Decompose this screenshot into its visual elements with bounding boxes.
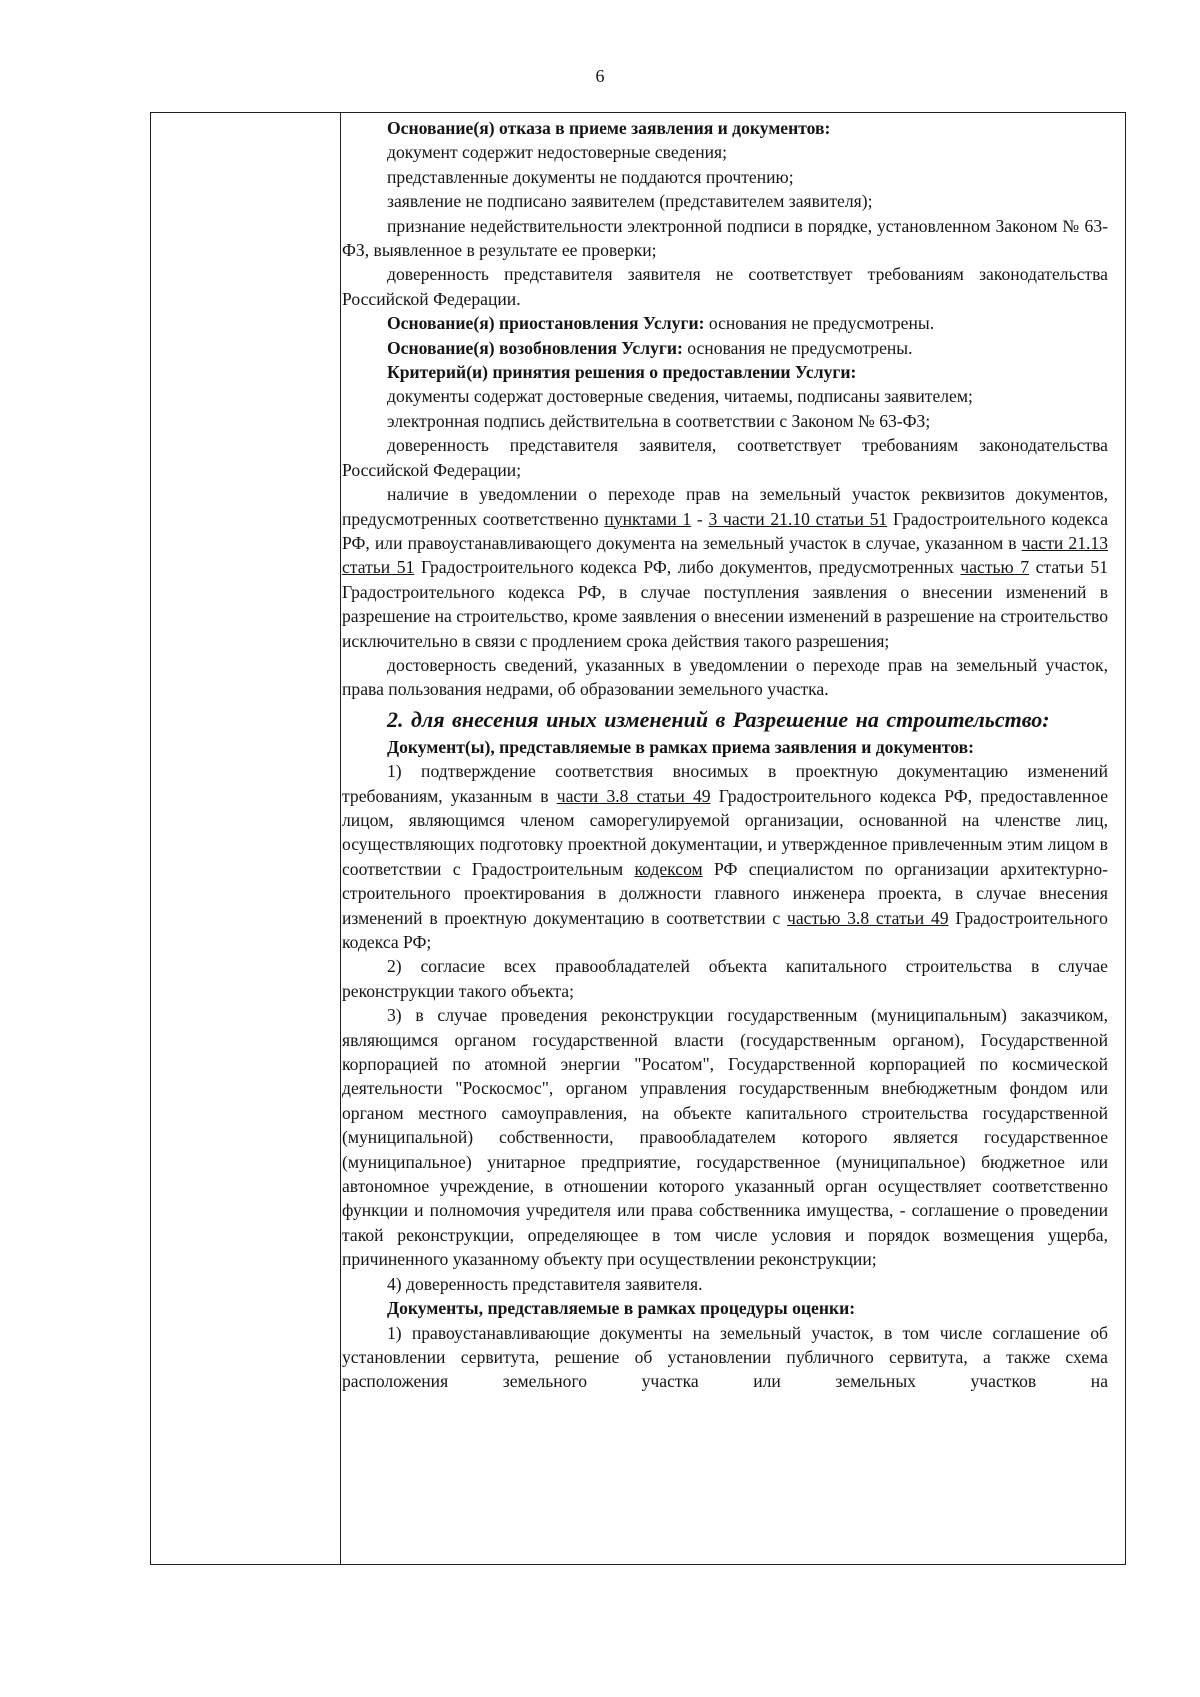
text-run: Градостроительного кодекса РФ;: [342, 907, 1108, 952]
text-run: 4) доверенность представителя заявителя.: [387, 1273, 703, 1294]
text-run: заявление не подписано заявителем (представителем заявителя);: [387, 191, 873, 212]
paragraph: [342, 1321, 1108, 1394]
page-number: 6: [595, 66, 605, 86]
text-run: 1) подтверждение соответствия вносимых в проектную документацию изменений требованиям, указанным в: [342, 761, 1108, 806]
text-run: представленные документы не поддаются прочтению;: [387, 166, 794, 187]
text-run: Основание(я) отказа в приеме заявления и документов:: [387, 118, 831, 138]
paragraph: [342, 384, 1108, 408]
text-run: Документ(ы), представляемые в рамках приема заявления и документов:: [387, 736, 974, 757]
paragraph: [342, 1272, 1108, 1296]
text-run: доверенность представителя заявителя не соответствует требованиям законодательства Российской Федерации.: [342, 264, 1108, 309]
text-run: 2. для внесения иных изменений в Разрешение на строительство:: [387, 706, 1050, 732]
text-run: РФ специалистом по организации архитектурно-строительного проектирования в должности главного инженера проекта, в случае внесения изменений в проектную документацию в соответствии с: [342, 858, 1108, 928]
paragraph: [342, 1296, 1108, 1320]
text-run: Градостроительного кодекса РФ, либо документов, предусмотренных: [414, 557, 961, 578]
text-run: 1) правоустанавливающие документы на земельный участок, в том числе соглашение об установлении сервитута, решение об установлении публичного сервитута, а также схема расположения земельного участка или земельных участков на: [342, 1322, 1108, 1392]
text-run: основания не предусмотрены.: [682, 337, 913, 358]
law-reference-link: части 21.13 статьи 51: [342, 532, 1108, 578]
paragraph: [342, 189, 1108, 213]
text-run: электронная подпись действительна в соответствии с Законом № 63-ФЗ;: [387, 410, 931, 431]
paragraph: [342, 116, 1108, 140]
text-run: статьи 51 Градостроительного кодекса РФ, в случае поступления заявления о внесении изменений в разрешение на строительство, кроме заявления о внесении изменений в разрешение на строительство исключительно в связи с продлением срока действия такого разрешения;: [342, 557, 1108, 651]
paragraph: [342, 214, 1108, 263]
section-heading: [342, 705, 1108, 735]
paragraph: [342, 262, 1108, 311]
text-run: Градостроительного кодекса РФ, или правоустанавливающего документа на земельный участок в случае, указанном в: [342, 508, 1109, 553]
table-left-column: [151, 113, 341, 1564]
table-right-column: [342, 116, 1108, 1394]
paragraph: [342, 360, 1108, 384]
text-run: Критерий(и) принятия решения о предоставлении Услуги:: [387, 362, 857, 383]
law-reference-link: кодексом: [634, 858, 703, 879]
paragraph: [342, 409, 1108, 433]
law-reference-link: частью 3.8 статьи 49: [787, 907, 949, 928]
paragraph: [342, 336, 1108, 360]
text-run: достоверность сведений, указанных в уведомлении о переходе прав на земельный участок, права пользования недрами, об образовании земельного участка.: [342, 654, 1108, 700]
text-run: Документы, представляемые в рамках процедуры оценки:: [387, 1298, 856, 1319]
paragraph: [342, 735, 1108, 759]
paragraph: [342, 1003, 1108, 1271]
law-reference-link: 3 части 21.10 статьи 51: [708, 508, 888, 529]
text-run: признание недействительности электронной подписи в порядке, установленном Законом № 63-ФЗ, выявленное в результате ее проверки;: [342, 215, 1108, 261]
text-run: документы содержат достоверные сведения, читаемы, подписаны заявителем;: [387, 386, 973, 407]
text-run: 2) согласие всех правообладателей объекта капитального строительства в случае реконструкции такого объекта;: [342, 956, 1108, 1001]
paragraph: [342, 954, 1108, 1003]
law-reference-link: части 3.8 статьи 49: [556, 785, 711, 806]
text-run: Градостроительного кодекса РФ, предоставленное лицом, являющимся членом саморегулируемой организации, основанной на членстве лиц, осуществляющих подготовку проектной документации, и утвержденное привлеченным этим лицом в соответствии с Градостроительным: [342, 785, 1109, 879]
text-run: основания не предусмотрены.: [704, 313, 935, 334]
paragraph: [342, 759, 1108, 954]
paragraph: [342, 433, 1108, 482]
text-run: -: [691, 508, 709, 529]
text-run: 3) в случае проведения реконструкции государственным (муниципальным) заказчиком, являющимся органом государственной власти (государственным органом), Государственной корпорацией по атомной энергии "Росатом", Государственной корпорацией по космической деятельности "Роскосмос", органом управления государственным внебюджетным фондом или органом местного самоуправления, на объекте капитального строительства государственной (муниципальной) собственности, правообладателем которого является государственное (муниципальное) унитарное предприятие, государственное (муниципальное) бюджетное или автономное учреждение, в отношении которого указанный орган осуществляет соответственно функции и полномочия учредителя или права собственника имущества, - соглашение о проведении такой реконструкции, определяющее в том числе условия и порядок возмещения ущерба, причиненного указанному объекту при осуществлении реконструкции;: [342, 1005, 1108, 1270]
text-run: Основание(я) приостановления Услуги:: [387, 313, 705, 334]
content-table: [150, 112, 1126, 1565]
paragraph: [342, 140, 1108, 164]
text-run: Основание(я) возобновления Услуги:: [387, 337, 683, 358]
paragraph: [342, 482, 1108, 653]
text-run: доверенность представителя заявителя, соответствует требованиям законодательства Российской Федерации;: [342, 435, 1108, 480]
paragraph: [342, 653, 1108, 702]
paragraph: [342, 311, 1108, 335]
law-reference-link: частью 7: [960, 557, 1030, 578]
text-run: документ содержит недостоверные сведения;: [387, 142, 728, 163]
law-reference-link: пунктами 1: [604, 508, 692, 529]
paragraph: [342, 165, 1108, 189]
text-run: наличие в уведомлении о переходе прав на земельный участок реквизитов документов, предусмотренных соответственно: [342, 484, 1108, 529]
